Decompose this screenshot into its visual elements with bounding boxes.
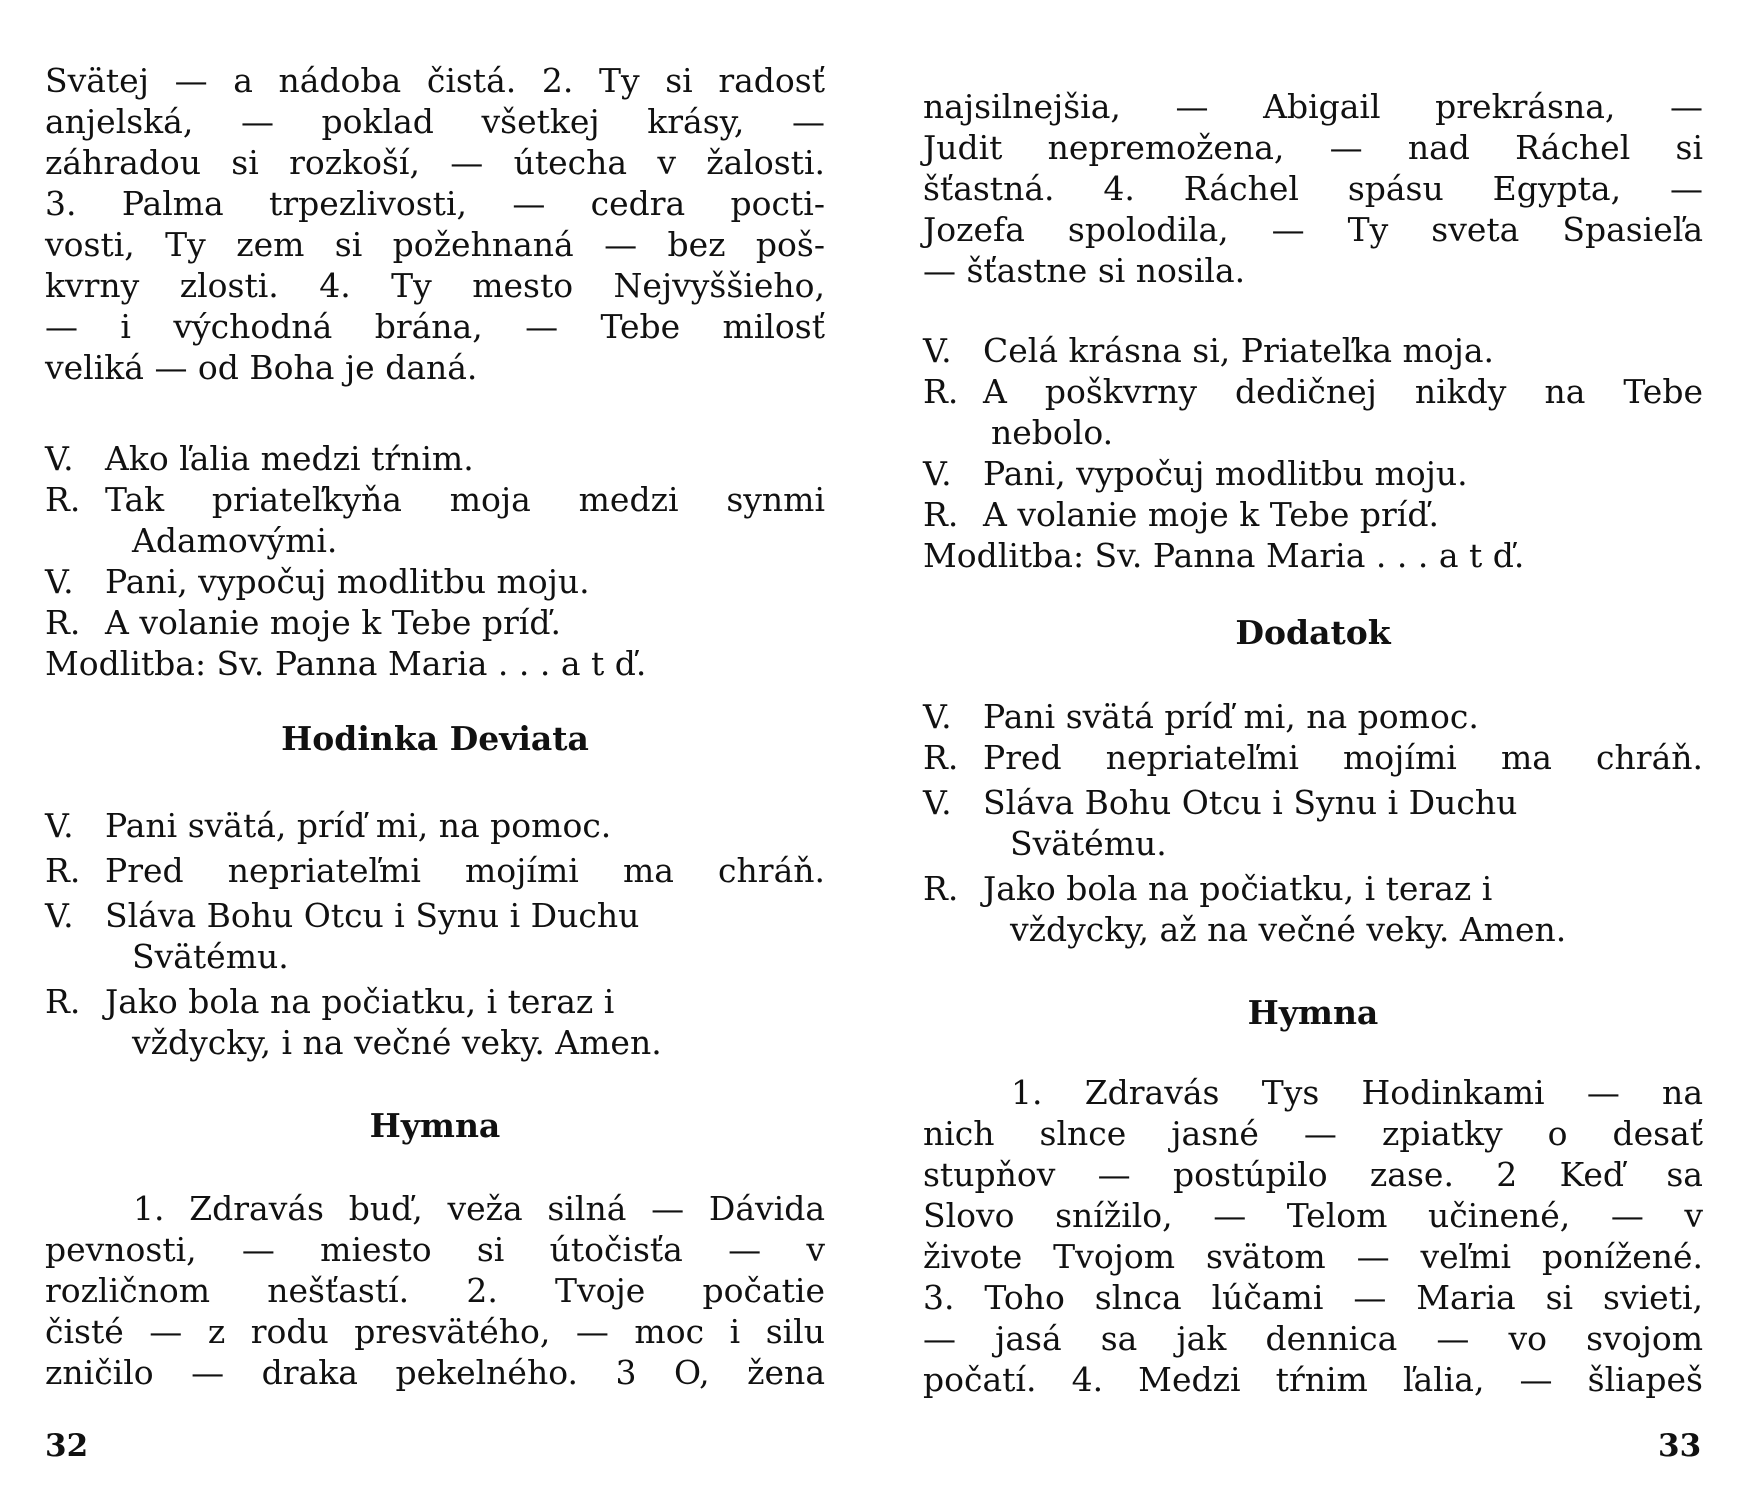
text-line: veliká — od Boha je daná. (45, 348, 478, 387)
versicle-text: Pani, vypočuj modlitbu moju. (983, 454, 1468, 493)
response-text: Jako bola na počiatku, i teraz i (983, 869, 1493, 908)
response-continuation: Adamovými. (132, 521, 338, 560)
response-mark: R. (45, 480, 81, 519)
versicle (45, 561, 825, 602)
versicle-text: Ako ľalia medzi tŕnim. (105, 439, 474, 478)
versicle (923, 696, 1703, 737)
prayer-line: Modlitba: Sv. Panna Maria . . . a t ď. (923, 536, 1525, 575)
versicle (45, 438, 825, 479)
text-line: pevnosti, — miesto si útočisťa — v (45, 1230, 825, 1269)
response-text: Pred nepriateľmi mojími ma chráň. (983, 738, 1703, 777)
section-heading: Hymna (1247, 993, 1379, 1032)
left-versicles-2 (45, 805, 825, 1063)
text-line: šťastná. 4. Ráchel spásu Egypta, — (923, 169, 1703, 208)
section-heading: Hodinka Deviata (281, 719, 589, 758)
text-line: kvrny zlosti. 4. Ty mesto Nejvyššieho, (45, 266, 825, 305)
response-continuation: vždycky, až na večné veky. Amen. (1010, 910, 1567, 949)
text-line: anjelská, — poklad všetkej krásy, — (45, 102, 825, 141)
text-line: 3. Palma trpezlivosti, — cedra pocti- (45, 184, 825, 223)
response (45, 479, 825, 520)
right-hymn (923, 1072, 1703, 1400)
versicle-mark: V. (923, 697, 952, 736)
text-line: najsilnejšia, — Abigail prekrásna, — (923, 87, 1703, 126)
versicle-mark: V. (923, 454, 952, 493)
response (923, 371, 1703, 412)
text-line: 3. Toho slnca lúčami — Maria si svieti, (923, 1278, 1703, 1317)
versicle-continuation: Svätému. (1010, 824, 1167, 863)
response (45, 602, 825, 643)
response-mark: R. (923, 495, 959, 534)
right-intro (923, 86, 1703, 291)
versicle-text: Sláva Bohu Otcu i Synu i Duchu (983, 783, 1518, 822)
text-line: rozličnom nešťastí. 2. Tvoje počatie (45, 1271, 825, 1310)
response (923, 494, 1703, 535)
text-line: Svätej — a nádoba čistá. 2. Ty si radosť (45, 61, 825, 100)
right-versicles-2 (923, 696, 1703, 950)
versicle-text: Sláva Bohu Otcu i Synu i Duchu (105, 896, 640, 935)
response-text: Tak priateľkyňa moja medzi synmi (105, 480, 825, 519)
versicle-mark: V. (923, 331, 952, 370)
text-line: čisté — z rodu presvätého, — moc i silu (45, 1312, 825, 1351)
text-line: počatí. 4. Medzi tŕnim ľalia, — šliapeš (923, 1360, 1703, 1399)
versicle (923, 782, 1703, 823)
versicle-mark: V. (45, 896, 74, 935)
text-line: stupňov — postúpilo zase. 2 Keď sa (923, 1155, 1703, 1194)
text-line: 1. Zdravás Tys Hodinkami — na (1011, 1073, 1703, 1112)
versicle-text: Pani svätá, príď mi, na pomoc. (105, 806, 612, 845)
section-heading: Dodatok (1235, 613, 1391, 652)
text-line: 1. Zdravás buď, veža silná — Dávida (133, 1189, 825, 1228)
response-mark: R. (923, 869, 959, 908)
response-text: Pred nepriateľmi mojími ma chráň. (105, 851, 825, 890)
text-line: Judit nepremožena, — nad Ráchel si (923, 128, 1703, 167)
response-mark: R. (923, 372, 959, 411)
response (923, 868, 1703, 909)
left-intro (45, 60, 825, 388)
versicle (923, 330, 1703, 371)
response-text: A volanie moje k Tebe príď. (105, 603, 561, 642)
response-text: A poškvrny dedičnej nikdy na Tebe (983, 372, 1703, 411)
text-line: — jasá sa jak dennica — vo svojom (923, 1319, 1703, 1358)
text-line: živote Tvojom svätom — veľmi ponížené. (923, 1237, 1703, 1276)
text-line: záhradou si rozkoší, — útecha v žalosti. (45, 143, 825, 182)
response-mark: R. (923, 738, 959, 777)
text-line: Slovo snížilo, — Telom učinené, — v (923, 1196, 1703, 1235)
page-number: 32 (45, 1428, 89, 1464)
versicle-mark: V. (45, 439, 74, 478)
versicle-mark: V. (923, 783, 952, 822)
response-text: Jako bola na počiatku, i teraz i (105, 982, 615, 1021)
versicle-text: Celá krásna si, Priateľka moja. (983, 331, 1495, 370)
text-line: — šťastne si nosila. (923, 251, 1246, 290)
text-line: vosti, Ty zem si požehnaná — bez poš- (45, 225, 825, 264)
response-continuation: vždycky, i na večné veky. Amen. (132, 1023, 662, 1062)
left-versicles-1 (45, 438, 825, 684)
left-hymn (45, 1188, 825, 1393)
versicle (923, 453, 1703, 494)
text-line: Jozefa spolodila, — Ty sveta Spasieľa (923, 210, 1703, 249)
prayer-line: Modlitba: Sv. Panna Maria . . . a t ď. (45, 644, 647, 683)
response (923, 737, 1703, 778)
versicle-text: Pani, vypočuj modlitbu moju. (105, 562, 590, 601)
versicle-continuation: Svätému. (132, 937, 289, 976)
text-line: — i východná brána, — Tebe milosť (45, 307, 825, 346)
versicle-mark: V. (45, 806, 74, 845)
response (45, 981, 825, 1022)
versicle-text: Pani svätá príď mi, na pomoc. (983, 697, 1479, 736)
text-line: nich slnce jasné — zpiatky o desať (923, 1114, 1703, 1153)
response-mark: R. (45, 603, 81, 642)
response-mark: R. (45, 851, 81, 890)
page-number: 33 (1658, 1428, 1702, 1464)
response (45, 850, 825, 891)
response-text: A volanie moje k Tebe príď. (983, 495, 1439, 534)
versicle (45, 805, 825, 846)
response-continuation: nebolo. (991, 413, 1114, 452)
versicle-mark: V. (45, 562, 74, 601)
right-versicles-1 (923, 330, 1703, 576)
section-heading: Hymna (369, 1106, 501, 1145)
text-line: zničilo — draka pekelného. 3 O, žena (45, 1353, 825, 1392)
response-mark: R. (45, 982, 81, 1021)
versicle (45, 895, 825, 936)
